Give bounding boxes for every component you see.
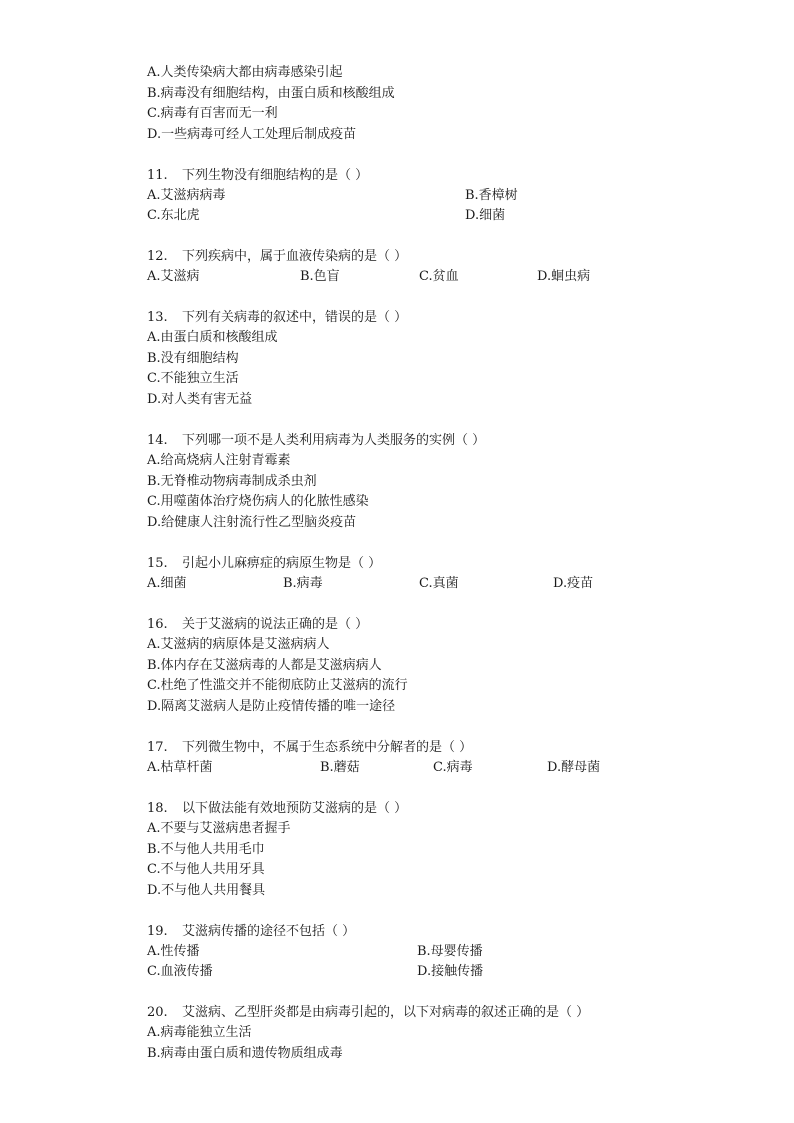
option-d: D.对人类有害无益 (147, 391, 253, 407)
option-c: C.杜绝了性滥交并不能彻底防止艾滋病的流行 (147, 678, 408, 693)
option-b: B.母婴传播 (417, 944, 483, 959)
question-number: 20. (147, 1005, 168, 1020)
option-d: D.不与他人共用餐具 (147, 882, 266, 898)
option-c: C.不能独立生活 (147, 371, 239, 386)
question-stem: 下列有关病毒的叙述中，错误的是（ ） (182, 310, 408, 325)
question-list (147, 63, 667, 1064)
question-17 (147, 737, 667, 778)
question-number: 15. (147, 556, 168, 571)
question-stem: 艾滋病传播的途径不包括（ ） (182, 924, 356, 939)
question-number: 14. (147, 433, 168, 448)
option-c: C.用噬菌体治疗烧伤病人的化脓性感染 (147, 494, 369, 509)
question-stem: 以下做法能有效地预防艾滋病的是（ ） (182, 801, 408, 816)
option-a: A.病毒能独立生活 (147, 1025, 252, 1040)
option-b: B.无脊椎动物病毒制成杀虫剂 (147, 473, 317, 489)
option-a: A.不要与艾滋病患者握手 (147, 821, 291, 836)
option-a: A.性传播 (147, 944, 200, 959)
option-c: C.贫血 (419, 269, 459, 284)
question-11 (147, 165, 667, 226)
option-c: C.不与他人共用牙具 (147, 862, 265, 877)
option-d: D.蛔虫病 (537, 269, 591, 284)
option-b: B.病毒由蛋白质和遗传物质组成毒 (147, 1045, 343, 1061)
option-c: C.病毒 (433, 760, 473, 775)
question-13 (147, 307, 667, 410)
option-c: C.病毒有百害而无一利 (147, 106, 278, 121)
option-a: A.由蛋白质和核酸组成 (147, 330, 278, 345)
question-number: 17. (147, 740, 168, 755)
option-a: A.艾滋病 (147, 269, 200, 284)
question-stem: 下列哪一项不是人类利用病毒为人类服务的实例（ ） (182, 433, 486, 448)
question-stem: 下列生物没有细胞结构的是（ ） (182, 168, 369, 183)
option-b: B.蘑菇 (320, 760, 360, 775)
question-number: 13. (147, 310, 168, 325)
option-a: A.给高烧病人注射青霉素 (147, 453, 291, 468)
question-stem: 下列微生物中，不属于生态系统中分解者的是（ ） (182, 740, 473, 755)
question-number: 12. (147, 249, 168, 264)
option-c: C.东北虎 (147, 208, 200, 223)
option-b: B.香樟树 (465, 188, 518, 203)
option-b: B.体内存在艾滋病毒的人都是艾滋病病人 (147, 657, 382, 673)
question-20 (147, 1002, 667, 1064)
question-19 (147, 921, 667, 982)
option-c: C.真菌 (419, 576, 459, 591)
option-a: A.人类传染病大都由病毒感染引起 (147, 65, 343, 80)
question-16 (147, 614, 667, 717)
option-a: A.细菌 (147, 576, 187, 591)
option-b: B.病毒 (283, 576, 323, 591)
option-a: A.枯草杆菌 (147, 760, 213, 775)
option-b: B.色盲 (300, 269, 340, 284)
question-stem: 关于艾滋病的说法正确的是（ ） (182, 617, 369, 632)
question-12 (147, 246, 667, 287)
option-d: D.疫苗 (553, 576, 594, 591)
question-number: 19. (147, 924, 168, 939)
option-a: A.艾滋病的病原体是艾滋病病人 (147, 637, 330, 652)
question-15 (147, 553, 667, 594)
question-14 (147, 430, 667, 533)
option-b: B.病毒没有细胞结构，由蛋白质和核酸组成 (147, 85, 395, 101)
option-d: D.给健康人注射流行性乙型脑炎疫苗 (147, 514, 357, 530)
option-b: B.不与他人共用毛巾 (147, 841, 265, 857)
question-number: 18. (147, 801, 168, 816)
question-stem: 下列疾病中，属于血液传染病的是（ ） (182, 249, 408, 264)
question-stem: 艾滋病、乙型肝炎都是由病毒引起的，以下对病毒的叙述正确的是（ ） (182, 1005, 590, 1020)
option-b: B.没有细胞结构 (147, 350, 239, 366)
question-number: 16. (147, 617, 168, 632)
option-d: D.隔离艾滋病人是防止疫情传播的唯一途径 (147, 698, 396, 714)
question-10-options (147, 63, 667, 145)
option-d: D.细菌 (465, 208, 506, 223)
option-d: D.接触传播 (417, 964, 484, 979)
question-stem: 引起小儿麻痹症的病原生物是（ ） (182, 556, 382, 571)
option-c: C.血液传播 (147, 964, 213, 979)
question-number: 11. (147, 168, 168, 183)
option-d: D.一些病毒可经人工处理后制成疫苗 (147, 126, 357, 142)
question-18 (147, 798, 667, 901)
option-a: A.艾滋病病毒 (147, 188, 226, 203)
option-d: D.酵母菌 (547, 760, 601, 775)
